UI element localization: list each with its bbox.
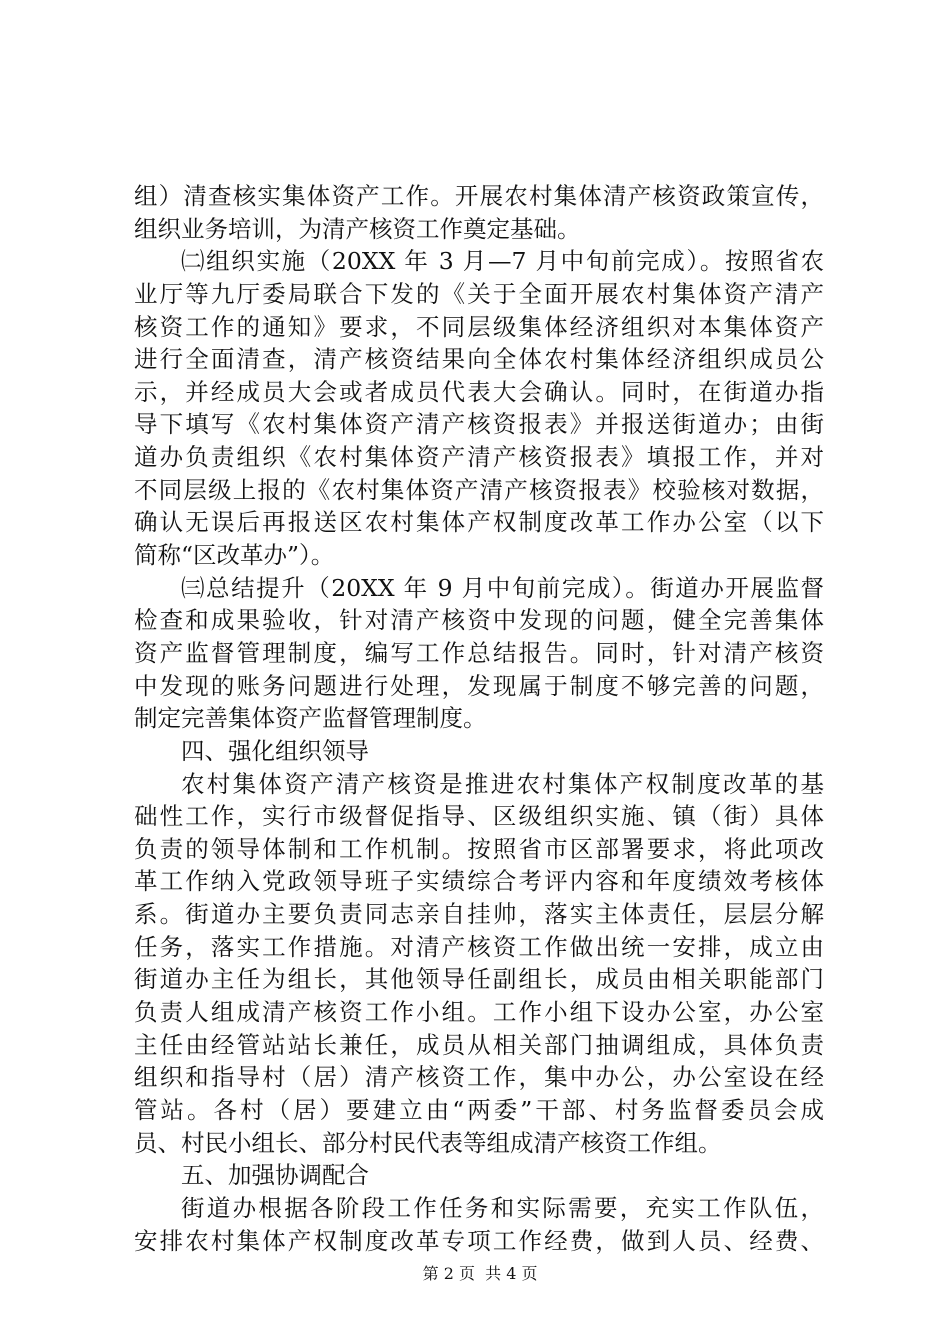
text-line: 农村集体资产清产核资是推进农村集体产权制度改革的基 [181,769,824,798]
text-line: 组织和指导村（居）清产核资工作，集中办公，办公室设在经 [134,1063,824,1092]
text-line: ㈢总结提升（20XX 年 9 月中旬前完成）。街道办开展监督 [181,573,824,602]
text-line: 组织业务培训，为清产核资工作奠定基础。 [134,214,581,243]
text-line: 确认无误后再报送区农村集体产权制度改革工作办公室（以下 [134,508,824,537]
text-line: 道办负责组织《农村集体资产清产核资报表》填报工作，并对 [134,443,824,472]
text-line: 制定完善集体资产监督管理制度。 [134,704,487,733]
text-line: 街道办主任为组长，其他领导任副组长，成员由相关职能部门 [134,965,824,994]
text-line: 系。街道办主要负责同志亲自挂帅，落实主体责任，层层分解 [134,900,824,929]
text-line: 安排农村集体产权制度改革专项工作经费，做到人员、经费、 [134,1226,824,1255]
text-line: 主任由经管站站长兼任，成员从相关部门抽调组成，具体负责 [134,1030,824,1059]
text-line: 核资工作的通知》要求，不同层级集体经济组织对本集体资产 [134,312,824,341]
text-line: 管站。各村（居）要建立由“两委”干部、村务监督委员会成 [134,1095,824,1124]
text-line: 任务，落实工作措施。对清产核资工作做出统一安排，成立由 [134,932,824,961]
text-line: 负责的领导体制和工作机制。按照省市区部署要求，将此项改 [134,834,824,863]
document-body [134,180,824,1257]
text-line: 资产监督管理制度，编写工作总结报告。同时，针对清产核资 [134,638,824,667]
text-line: 组）清查核实集体资产工作。开展农村集体清产核资政策宣传， [134,182,824,210]
text-line: 础性工作，实行市级督促指导、区级组织实施、镇（街）具体 [134,802,824,831]
text-line: 中发现的账务问题进行处理，发现属于制度不够完善的问题， [134,671,824,700]
text-line: 革工作纳入党政领导班子实绩综合考评内容和年度绩效考核体 [134,867,824,896]
text-line: 负责人组成清产核资工作小组。工作小组下设办公室，办公室 [134,998,824,1027]
text-line: ㈡组织实施（20XX 年 3 月—7 月中旬前完成）。按照省农 [181,247,824,276]
text-line: 不同层级上报的《农村集体资产清产核资报表》校验核对数据， [134,475,824,504]
text-line: 员、村民小组长、部分村民代表等组成清产核资工作组。 [134,1128,722,1157]
text-line: 四、强化组织领导 [181,736,369,765]
text-line: 检查和成果验收，针对清产核资中发现的问题，健全完善集体 [134,606,824,635]
text-line: 示，并经成员大会或者成员代表大会确认。同时，在街道办指 [134,377,824,406]
text-line: 街道办根据各阶段工作任务和实际需要，充实工作队伍， [181,1193,824,1222]
text-line: 简称“区改革办”）。 [134,541,335,570]
text-line: 进行全面清查，清产核资结果向全体农村集体经济组织成员公 [134,345,824,374]
text-line: 五、加强协调配合 [181,1161,369,1190]
text-line: 业厅等九厅委局联合下发的《关于全面开展农村集体资产清产 [134,279,824,308]
text-line: 导下填写《农村集体资产清产核资报表》并报送街道办；由街 [134,410,824,439]
page-number-label: 第 2 页 共 4 页 [422,1264,538,1283]
page-footer [0,1244,950,1284]
